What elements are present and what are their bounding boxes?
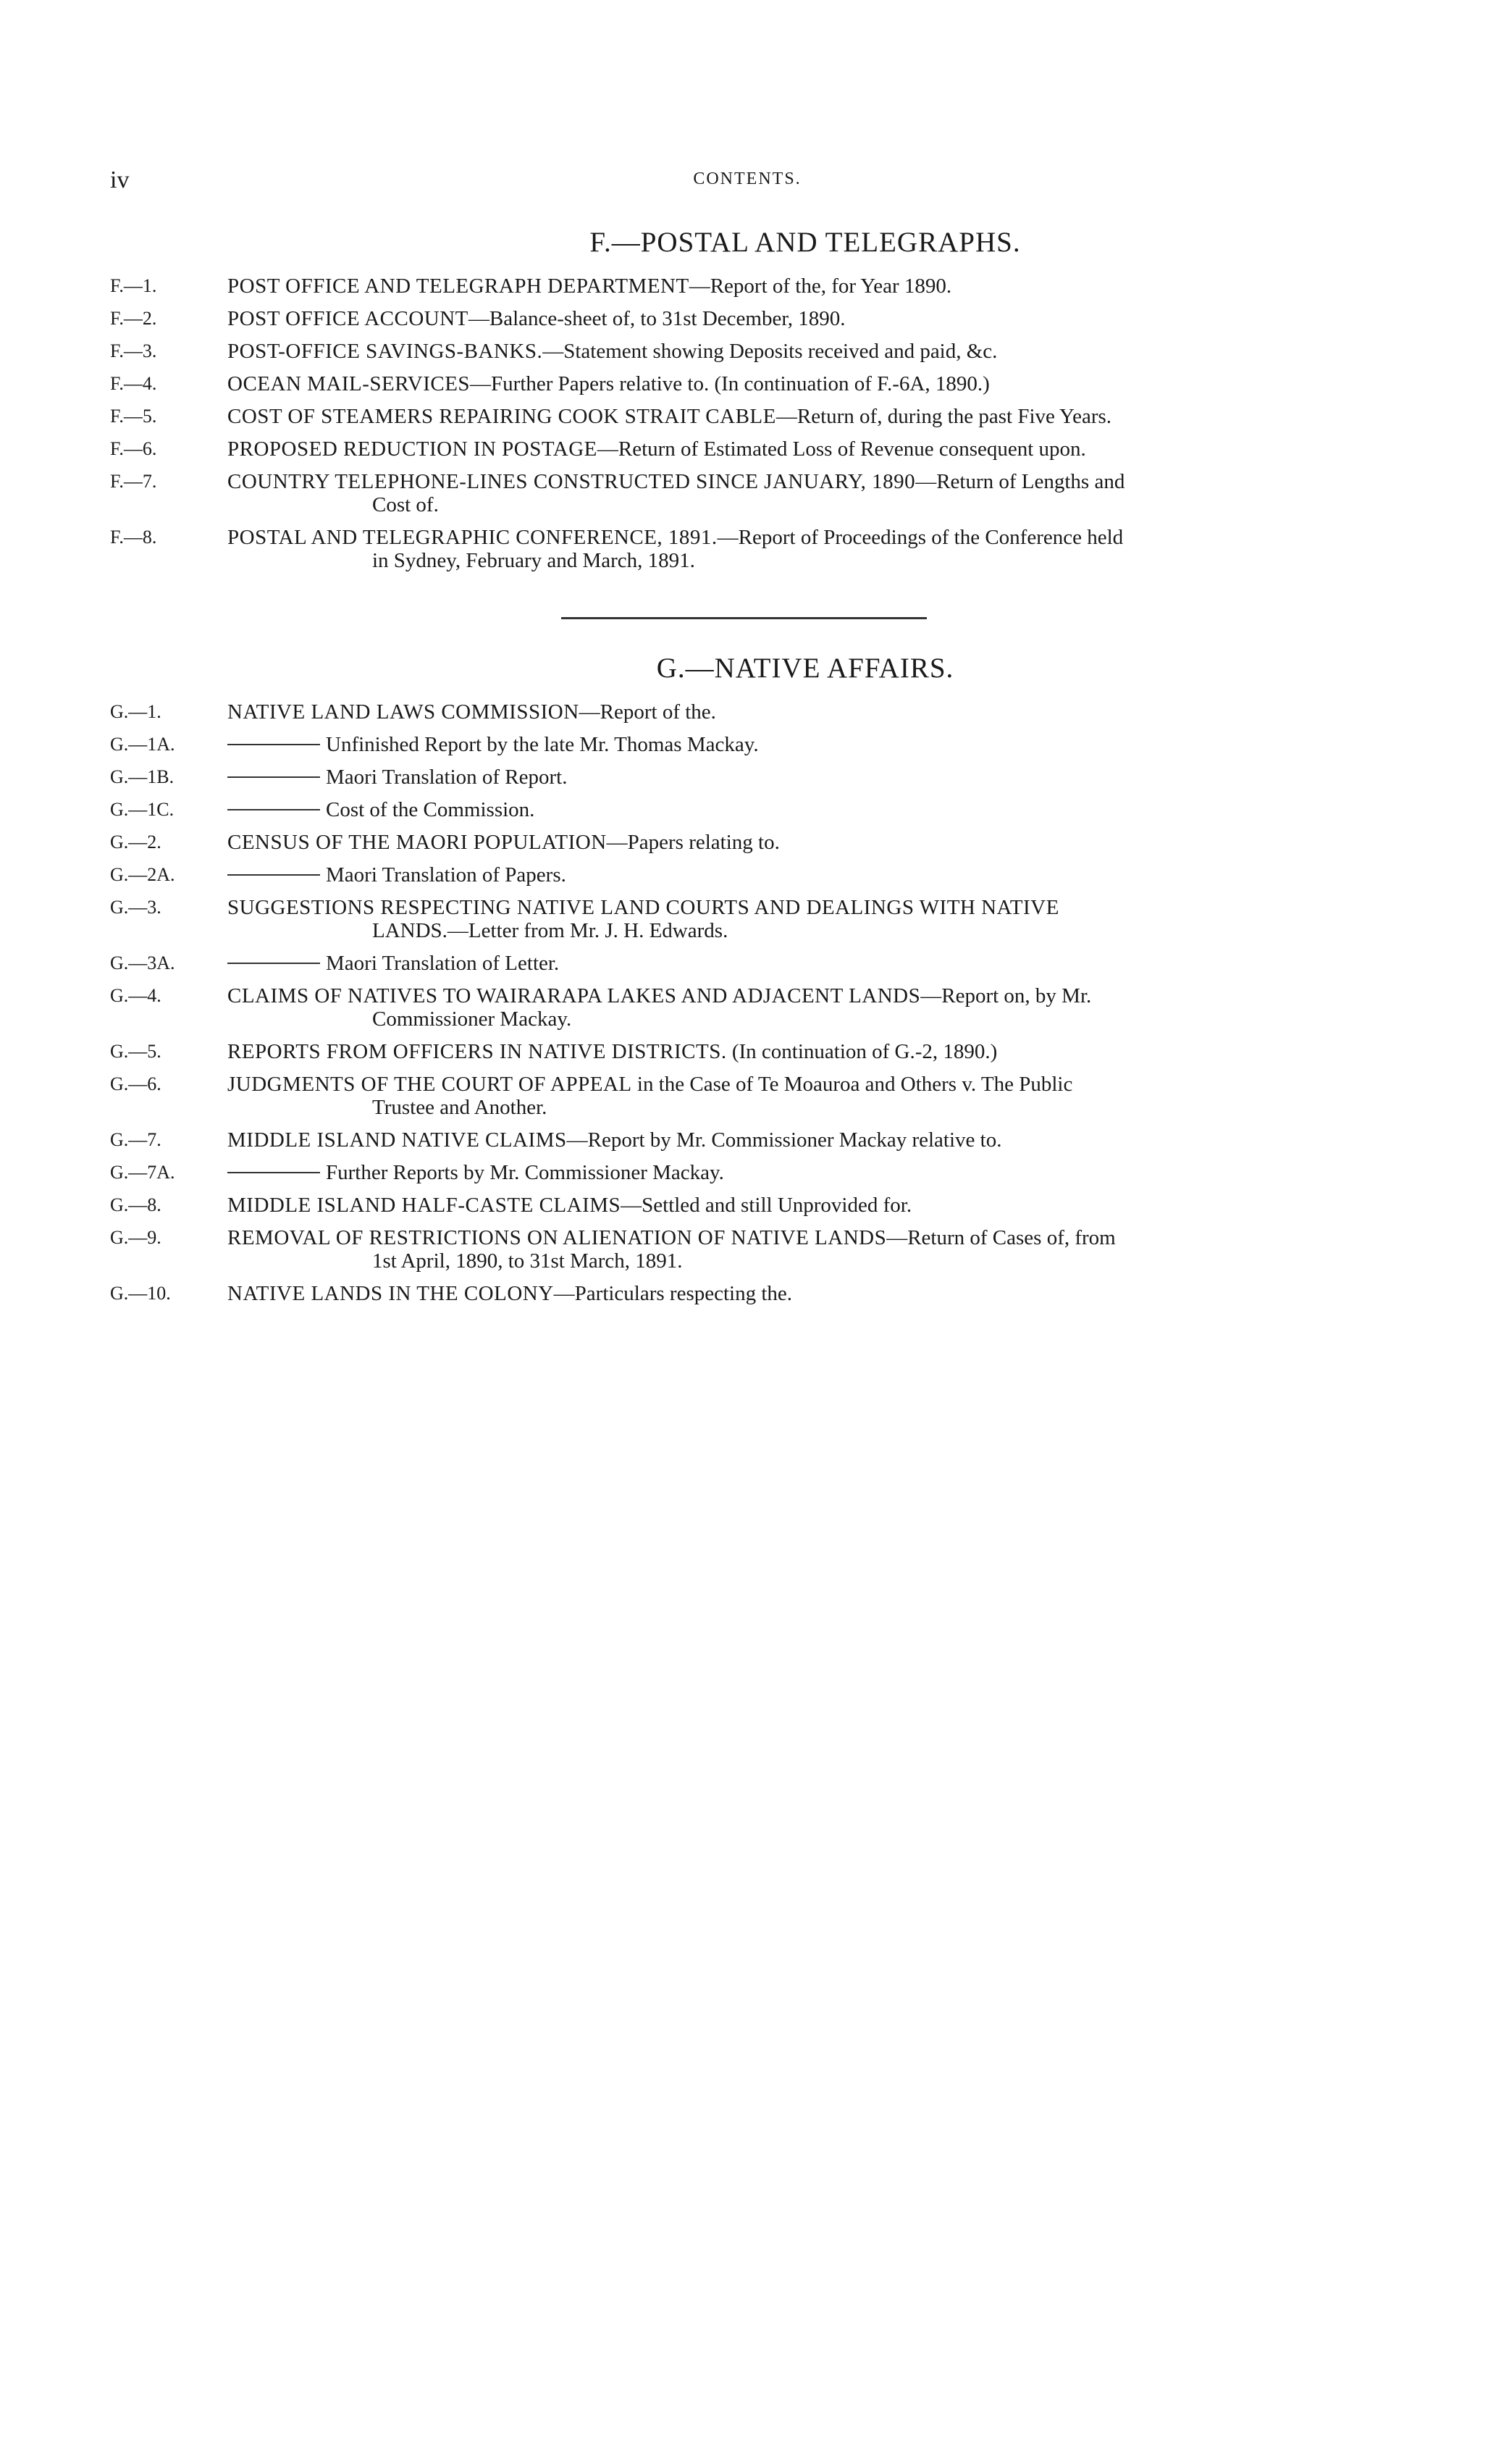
entry-text: —Balance-sheet of, to 31st December, 1890.	[468, 307, 846, 330]
entry-text: Maori Translation of Report.	[326, 766, 568, 789]
entry-heading: REPORTS FROM OFFICERS IN NATIVE DISTRICTS.	[227, 1040, 727, 1063]
entry-text: —Report by Mr. Commissioner Mackay relative to.	[566, 1128, 1002, 1152]
ditto-rule	[227, 744, 320, 745]
entry-code: F.—3.	[110, 340, 157, 361]
contents-entry	[110, 275, 1384, 298]
entry-text: —Report of Proceedings of the Conference held	[717, 526, 1124, 549]
entry-code: G.—3A.	[110, 952, 175, 973]
entry-heading: COST OF STEAMERS REPAIRING COOK STRAIT CABLE	[227, 405, 776, 428]
entry-description	[227, 1040, 1384, 1063]
entry-code: F.—8.	[110, 527, 157, 548]
contents-entry	[110, 863, 1384, 887]
contents-entry	[110, 896, 1384, 942]
entry-text: Unfinished Report by the late Mr. Thomas Mackay.	[326, 733, 759, 756]
entry-code: G.—5.	[110, 1041, 161, 1062]
entry-description	[227, 1282, 1384, 1305]
entry-code: G.—1B.	[110, 766, 175, 787]
entry-text: —Report on, by Mr.	[920, 984, 1092, 1007]
entry-heading: POSTAL AND TELEGRAPHIC CONFERENCE, 1891.	[227, 526, 718, 549]
section-postal-telegraphs	[110, 226, 1384, 582]
contents-entry	[110, 437, 1384, 461]
entry-code: G.—2A.	[110, 864, 175, 885]
entry-heading: POST OFFICE AND TELEGRAPH DEPARTMENT	[227, 275, 689, 298]
entry-code: G.—8.	[110, 1194, 161, 1215]
entry-list	[110, 700, 1384, 1305]
entry-description	[227, 700, 1384, 724]
entry-description	[227, 831, 1384, 854]
entry-text: in the Case of Te Moauroa and Others v. The Public	[636, 1073, 1073, 1096]
entry-code: G.—1A.	[110, 734, 175, 755]
page-header	[110, 167, 1384, 196]
entry-description	[227, 1226, 1384, 1273]
contents-entry	[110, 952, 1384, 975]
contents-entry	[110, 340, 1384, 363]
section-native-affairs	[110, 652, 1384, 1315]
ditto-rule	[227, 963, 320, 964]
contents-entry	[110, 733, 1384, 756]
entry-text: (In continuation of G.-2, 1890.)	[731, 1040, 998, 1063]
ditto-rule	[227, 776, 320, 778]
contents-entry	[110, 1128, 1384, 1152]
entry-text: —Report of the.	[579, 700, 716, 724]
entry-code: G.—10.	[110, 1283, 171, 1304]
contents-entry	[110, 766, 1384, 789]
entry-heading: COUNTRY TELEPHONE-LINES CONSTRUCTED SINCE JANUARY, 1890	[227, 470, 916, 493]
page-number: iv	[110, 167, 130, 193]
entry-text: —Further Papers relative to. (In continuation of F.-6A, 1890.)	[470, 372, 990, 395]
contents-entry	[110, 831, 1384, 854]
entry-text: Further Reports by Mr. Commissioner Mackay.	[326, 1161, 724, 1184]
entry-text: Maori Translation of Papers.	[326, 863, 566, 887]
entry-description	[227, 984, 1384, 1031]
ditto-rule	[227, 809, 320, 810]
section-divider	[561, 617, 927, 619]
entry-description	[227, 733, 1384, 756]
entry-code: F.—4.	[110, 373, 157, 394]
entry-code: G.—4.	[110, 985, 161, 1006]
contents-entry	[110, 1073, 1384, 1119]
entry-heading: CENSUS OF THE MAORI POPULATION	[227, 831, 607, 854]
entry-description	[227, 405, 1384, 428]
entry-description	[227, 340, 1384, 363]
contents-entry	[110, 405, 1384, 428]
entry-description	[227, 766, 1384, 789]
contents-entry	[110, 372, 1384, 395]
entry-description	[227, 275, 1384, 298]
section-title: F.—POSTAL AND TELEGRAPHS.	[589, 227, 1021, 258]
entry-description	[227, 952, 1384, 975]
contents-entry	[110, 1226, 1384, 1273]
entry-code: F.—6.	[110, 438, 157, 459]
entry-description	[227, 896, 1384, 942]
contents-entry	[110, 798, 1384, 821]
entry-heading: NATIVE LAND LAWS COMMISSION	[227, 700, 579, 724]
entry-text: —Particulars respecting the.	[553, 1282, 793, 1305]
running-title: CONTENTS.	[693, 169, 802, 188]
entry-continuation: Commissioner Mackay.	[372, 1007, 572, 1031]
entry-code: F.—5.	[110, 406, 157, 427]
entry-text: —Statement showing Deposits received and paid, &c.	[542, 340, 998, 363]
entry-description	[227, 1194, 1384, 1217]
entry-heading: POST-OFFICE SAVINGS-BANKS.	[227, 340, 543, 363]
entry-code: G.—1.	[110, 701, 161, 722]
contents-entry	[110, 1194, 1384, 1217]
entry-heading: CLAIMS OF NATIVES TO WAIRARAPA LAKES AND ADJACENT LANDS	[227, 984, 921, 1007]
entry-heading: OCEAN MAIL-SERVICES	[227, 372, 471, 395]
entry-code: G.—7A.	[110, 1162, 175, 1183]
entry-description	[227, 1073, 1384, 1119]
entry-description	[227, 372, 1384, 395]
entry-text: Cost of the Commission.	[326, 798, 535, 821]
entry-code: G.—2.	[110, 831, 161, 852]
entry-text: —Report of the, for Year 1890.	[689, 275, 952, 298]
entry-code: G.—3.	[110, 897, 161, 918]
entry-heading: JUDGMENTS OF THE COURT OF APPEAL	[227, 1073, 632, 1096]
entry-text: —Return of Lengths and	[915, 470, 1125, 493]
entry-code: G.—9.	[110, 1227, 161, 1248]
entry-list	[110, 275, 1384, 572]
entry-continuation: Cost of.	[372, 493, 439, 516]
entry-heading: MIDDLE ISLAND HALF-CASTE CLAIMS	[227, 1194, 621, 1217]
entry-heading: REMOVAL OF RESTRICTIONS ON ALIENATION OF NATIVE LANDS	[227, 1226, 887, 1249]
contents-entry	[110, 307, 1384, 330]
entry-description	[227, 1161, 1384, 1184]
entry-code: G.—6.	[110, 1073, 161, 1094]
entry-description	[227, 1128, 1384, 1152]
entry-code: F.—7.	[110, 471, 157, 492]
entry-code: G.—1C.	[110, 799, 175, 820]
entry-text: —Return of Cases of, from	[886, 1226, 1116, 1249]
entry-description	[227, 470, 1384, 516]
entry-text: —Return of, during the past Five Years.	[775, 405, 1112, 428]
entry-heading: PROPOSED REDUCTION IN POSTAGE	[227, 437, 597, 461]
entry-description	[227, 798, 1384, 821]
contents-entry	[110, 984, 1384, 1031]
entry-code: G.—7.	[110, 1129, 161, 1150]
entry-continuation: in Sydney, February and March, 1891.	[372, 549, 695, 572]
entry-text: —Papers relating to.	[606, 831, 780, 854]
entry-description	[227, 526, 1384, 572]
entry-description	[227, 437, 1384, 461]
contents-entry	[110, 470, 1384, 516]
contents-entry	[110, 700, 1384, 724]
contents-entry	[110, 1282, 1384, 1305]
contents-entry	[110, 526, 1384, 572]
entry-code: F.—2.	[110, 308, 157, 329]
entry-heading: SUGGESTIONS RESPECTING NATIVE LAND COURTS AND DEALINGS WITH NATIVE	[227, 896, 1059, 919]
entry-continuation: 1st April, 1890, to 31st March, 1891.	[372, 1249, 683, 1273]
entry-text: Maori Translation of Letter.	[326, 952, 560, 975]
contents-entry	[110, 1040, 1384, 1063]
entry-heading: MIDDLE ISLAND NATIVE CLAIMS	[227, 1128, 567, 1152]
entry-heading: POST OFFICE ACCOUNT	[227, 307, 468, 330]
entry-continuation: LANDS.—Letter from Mr. J. H. Edwards.	[372, 919, 728, 942]
contents-entry	[110, 1161, 1384, 1184]
entry-description	[227, 307, 1384, 330]
ditto-rule	[227, 1172, 320, 1173]
section-title: G.—NATIVE AFFAIRS.	[656, 653, 954, 684]
entry-continuation: Trustee and Another.	[372, 1096, 547, 1119]
entry-text: —Settled and still Unprovided for.	[621, 1194, 912, 1217]
entry-description	[227, 863, 1384, 887]
entry-text: —Return of Estimated Loss of Revenue consequent upon.	[597, 437, 1086, 461]
entry-heading: NATIVE LANDS IN THE COLONY	[227, 1282, 554, 1305]
entry-code: F.—1.	[110, 275, 157, 296]
ditto-rule	[227, 874, 320, 876]
